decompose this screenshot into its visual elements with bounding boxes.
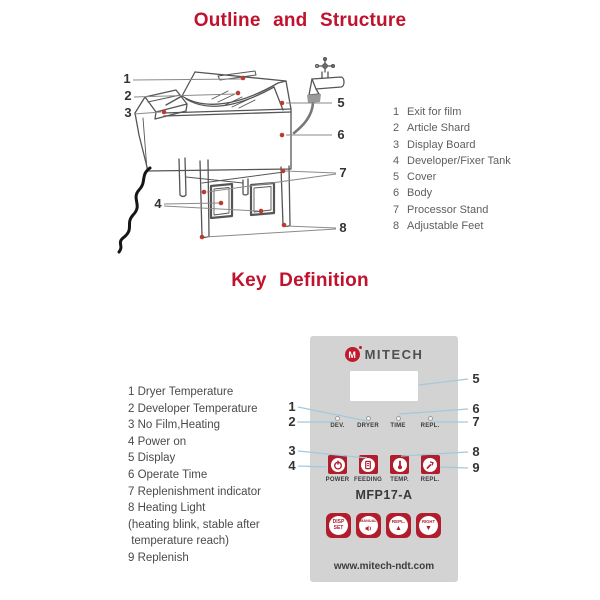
key-section-title: Key Definition (231, 270, 369, 291)
outline-callout-6: 6 (337, 127, 345, 142)
led-repl: REPL. (413, 416, 447, 429)
feeding-button: FEEDING (351, 455, 385, 483)
mitech-logo-icon: M (345, 347, 360, 362)
led-time: TIME (381, 416, 415, 429)
machine-diagram (100, 55, 370, 265)
list-item: 7 Replenishment indicator (128, 485, 261, 498)
list-item: 3 No Film,Heating (128, 419, 221, 432)
key-callout-6: 6 (472, 401, 480, 416)
manual-button: MANUAL (356, 513, 381, 538)
list-item: 3 Display Board (393, 138, 476, 151)
power-cable (119, 168, 150, 252)
speaker-icon (365, 525, 373, 532)
list-item: 8 Adjustable Feet (393, 220, 484, 233)
key-callout-7: 7 (472, 414, 480, 429)
list-item: 9 Replenish (128, 551, 189, 564)
list-item: 2 Article Shard (393, 122, 470, 135)
outline-callout-8: 8 (339, 220, 347, 235)
led-dev: DEV. (321, 416, 355, 429)
key-callout-1: 1 (288, 399, 296, 414)
registered-dot (359, 346, 362, 349)
repl-arrow-button: REPL. ▲ (386, 513, 411, 538)
down-arrow-icon: ▼ (425, 524, 432, 532)
control-panel (310, 336, 458, 582)
right-arrow-button: RIGHT ▼ (416, 513, 441, 538)
list-item: 1 Exit for film (393, 106, 462, 118)
key-callout-3: 3 (288, 443, 296, 458)
power-button: POWER (321, 455, 355, 483)
list-item: 4 Power on (128, 435, 187, 448)
disp-set-button: DISP SET (326, 513, 351, 538)
model-number: MFP17-A (355, 488, 413, 502)
outline-callout-3: 3 (124, 105, 132, 120)
list-item: 5 Cover (393, 171, 437, 184)
list-item: 1 Dryer Temperature (128, 386, 234, 398)
key-callout-2: 2 (288, 414, 296, 429)
list-item: temperature reach) (128, 535, 229, 548)
list-item: 4 Developer/Fixer Tank (393, 154, 511, 167)
up-arrow-icon: ▲ (395, 524, 402, 532)
website-url: www.mitech-ndt.com (333, 561, 435, 572)
outline-callout-7: 7 (339, 165, 347, 180)
feeding-icon (363, 460, 373, 470)
outline-callout-5: 5 (337, 95, 345, 110)
list-item: (heating blink, stable after (128, 518, 260, 531)
display-screen (350, 371, 418, 401)
list-item: 6 Operate Time (128, 468, 208, 481)
brand-logo (310, 347, 458, 362)
repl-button: REPL. (413, 455, 447, 483)
temperature-icon (395, 460, 405, 470)
outline-callout-4: 4 (154, 196, 162, 211)
outline-section-title: Outline and Structure (193, 10, 407, 31)
repl-led-icon (428, 416, 433, 421)
key-callout-4: 4 (288, 458, 296, 473)
dryer-led-icon (366, 416, 371, 421)
key-callout-8: 8 (472, 444, 480, 459)
list-item: 2 Developer Temperature (128, 402, 258, 415)
outline-callout-2: 2 (124, 88, 132, 103)
callout-dots (162, 76, 287, 240)
list-item: 7 Processor Stand (393, 203, 489, 216)
list-item: 6 Body (393, 187, 433, 200)
parts-list (393, 104, 511, 234)
key-callout-5: 5 (472, 371, 480, 386)
key-definition-list (128, 384, 261, 567)
list-item: 5 Display (128, 452, 176, 465)
key-callout-9: 9 (472, 460, 480, 475)
power-icon (333, 460, 343, 470)
temp-button: TEMP. (383, 455, 417, 483)
led-dryer: DRYER (351, 416, 385, 429)
dev-led-icon (335, 416, 340, 421)
outline-callout-1: 1 (123, 71, 131, 86)
replenish-faucet-icon (425, 460, 435, 470)
time-led-icon (396, 416, 401, 421)
brand-name: MITECH (364, 347, 424, 362)
list-item: 8 Heating Light (128, 502, 206, 515)
